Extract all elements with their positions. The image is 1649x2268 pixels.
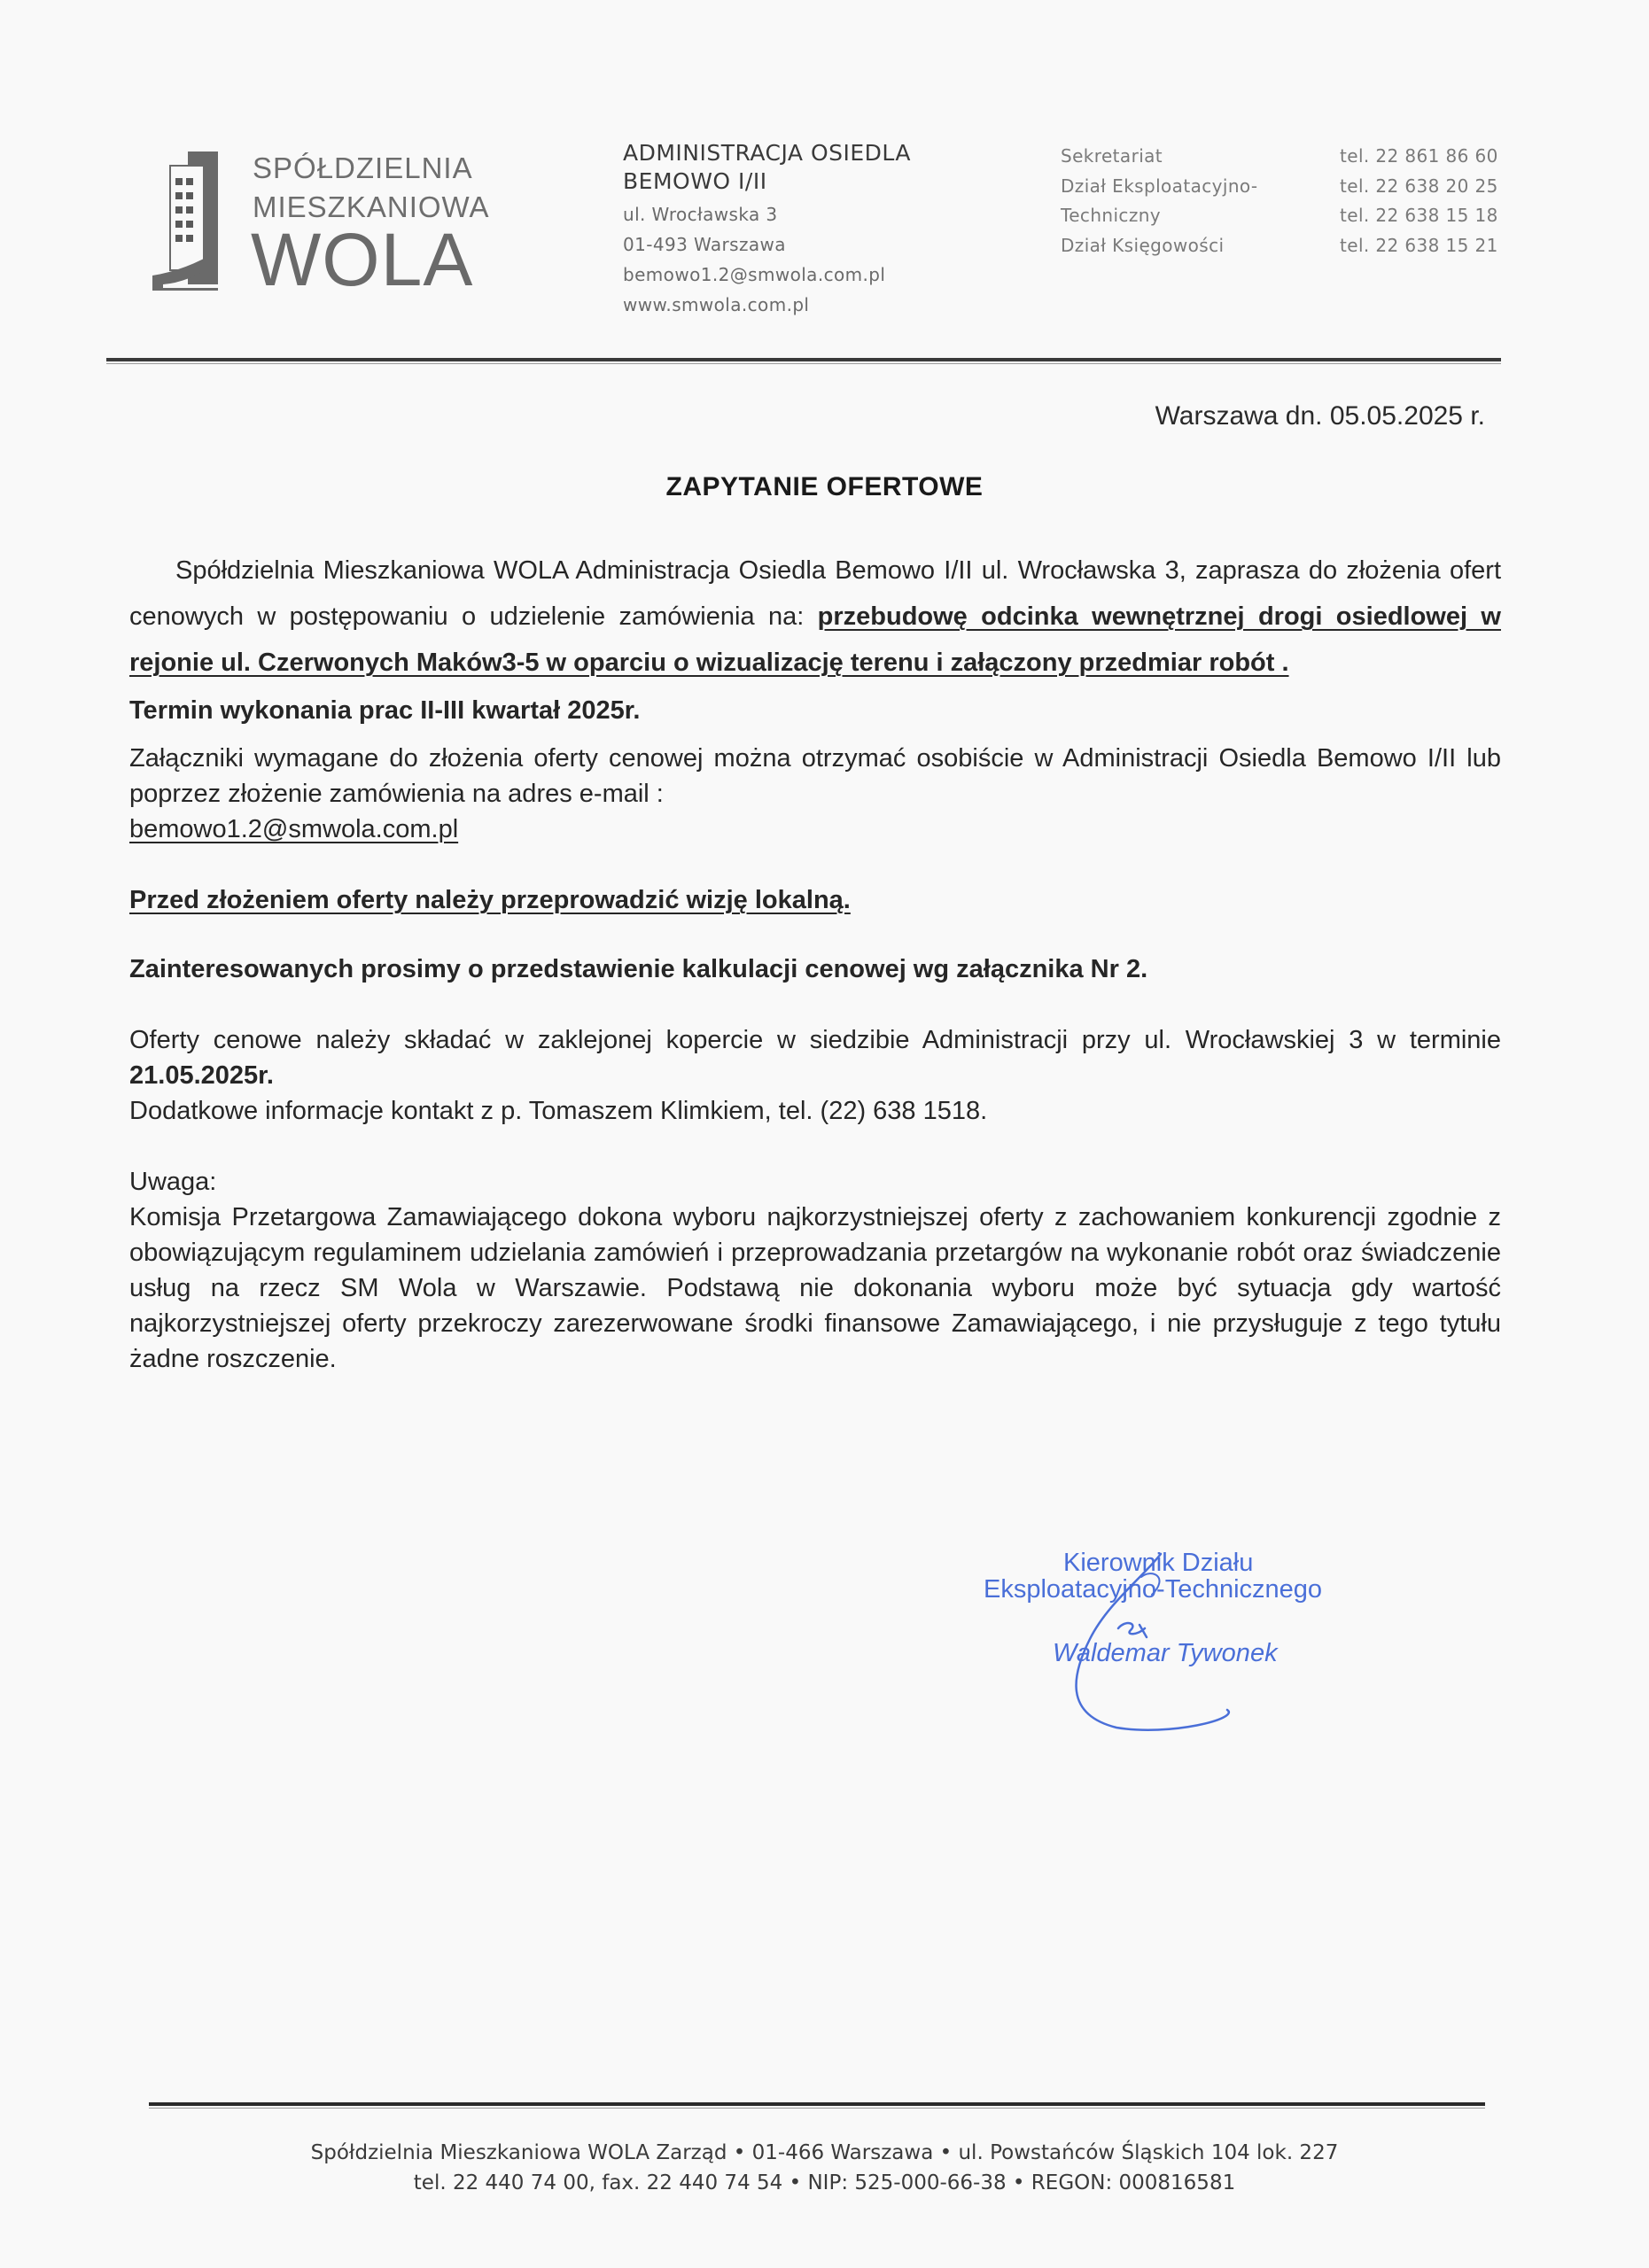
- department-phone: tel. 22 861 86 60: [1340, 145, 1498, 167]
- footer-divider: [149, 2102, 1485, 2106]
- email-link: bemowo1.2@smwola.com.pl: [129, 815, 459, 843]
- place-and-date: Warszawa dn. 05.05.2025 r.: [1155, 401, 1485, 431]
- handwritten-signature-icon: [975, 1542, 1435, 1754]
- administration-title: ADMINISTRACJA OSIEDLA: [623, 140, 912, 166]
- contact-info: Dodatkowe informacje kontakt z p. Tomaszem Klimkiem, tel. (22) 638 1518.: [129, 1097, 988, 1125]
- department-phone: tel. 22 638 15 18: [1340, 205, 1498, 226]
- department-phone: tel. 22 638 15 21: [1340, 234, 1498, 256]
- administration-email: bemowo1.2@smwola.com.pl: [623, 264, 886, 285]
- document-title: ZAPYTANIE OFERTOWE: [665, 472, 984, 501]
- order-subject: przebudowę odcinka wewnętrznej drogi osiedlowej w rejonie ul. Czerwonych Maków3-5 w oparciu o wizualizację terenu i załączony przedmiar robót .: [129, 602, 1501, 677]
- building-logo-icon: [151, 146, 248, 297]
- calculation-notice: Zainteresowanych prosimy o przedstawienie kalkulacji cenowej wg załącznika Nr 2.: [129, 955, 1148, 983]
- submission-text: Oferty cenowe należy składać w zaklejonej kopercie w siedzibie Administracji przy ul. Wrocławskiej 3 w terminie: [129, 1026, 1501, 1054]
- department-phone: tel. 22 638 20 25: [1340, 175, 1498, 197]
- note-paragraph: Komisja Przetargowa Zamawiającego dokona wyboru najkorzystniejszej oferty z zachowaniem konkurencji zgodnie z obowiązującym regulaminem udzielania zamówień i przeprowadzania przetargów na wykonanie robót oraz świadczenie usług na rzecz SM Wola w Warszawie. Podstawą nie dokonania wyboru może być sytuacja gdy wartość najkorzystniejszej oferty przekroczy zarezerwowane środki finansowe Zamawiającego, i nie przysługuje z tego tytułu żadne roszczenie.: [129, 1203, 1501, 1373]
- header-divider-thin: [106, 363, 1501, 364]
- attachments-paragraph: Załączniki wymagane do złożenia oferty cenowej można otrzymać osobiście w Administracji Osiedla Bemowo I/II lub poprzez złożenie zamówienia na adres e-mail :: [129, 744, 1501, 808]
- site-visit-notice: Przed złożeniem oferty należy przeprowadzić wizję lokalną.: [129, 886, 851, 914]
- logo-text-wola: WOLA: [251, 218, 474, 301]
- administration-website: www.smwola.com.pl: [623, 294, 810, 315]
- submission-paragraph: [129, 1022, 1501, 1093]
- department-name: Techniczny: [1061, 205, 1162, 226]
- stamp-position-line2: Eksploatacyjno-Technicznego: [984, 1575, 1323, 1604]
- department-name: Dział Eksploatacyjno-: [1061, 175, 1258, 197]
- footer-registration: tel. 22 440 74 00, fax. 22 440 74 54 • NIP: 525-000-66-38 • REGON: 000816581: [413, 2171, 1236, 2194]
- department-name: Sekretariat: [1061, 145, 1163, 167]
- header-divider: [106, 358, 1501, 361]
- signature-stamp: [975, 1542, 1435, 1754]
- administration-street: ul. Wrocławska 3: [623, 204, 778, 225]
- submission-date: 21.05.2025r.: [129, 1061, 274, 1090]
- administration-city: 01-493 Warszawa: [623, 234, 786, 255]
- cooperative-logo: [151, 146, 496, 301]
- department-phones: [1340, 142, 1498, 260]
- deadline-line: Termin wykonania prac II-III kwartał 2025r.: [129, 696, 641, 725]
- footer-address: Spółdzielnia Mieszkaniowa WOLA Zarząd • 01-466 Warszawa • ul. Powstańców Śląskich 104 lok. 227: [310, 2141, 1339, 2164]
- logo-text-housing: MIESZKANIOWA: [253, 190, 490, 223]
- letter-body: [129, 548, 1501, 1377]
- footer-divider-thin: [149, 2108, 1485, 2109]
- intro-text: Spółdzielnia Mieszkaniowa WOLA Administracja Osiedla Bemowo I/II ul. Wrocławska 3, zaprasza do złożenia ofert cenowych w postępowaniu o udzielenie zamówienia na:: [129, 556, 1501, 631]
- footer: [0, 2138, 1649, 2198]
- stamp-position-line1: Kierownik Działu: [1063, 1549, 1254, 1577]
- administration-address-block: [623, 139, 911, 320]
- stamp-name: Waldemar Tywonek: [1053, 1639, 1278, 1667]
- note-label: Uwaga:: [129, 1168, 217, 1196]
- intro-paragraph: [129, 548, 1501, 686]
- department-names: [1061, 142, 1258, 260]
- logo-text-cooperative: SPÓŁDZIELNIA: [253, 151, 473, 184]
- administration-estate: BEMOWO I/II: [623, 168, 767, 194]
- attachments-email: [129, 812, 1501, 847]
- department-name: Dział Księgowości: [1061, 234, 1225, 256]
